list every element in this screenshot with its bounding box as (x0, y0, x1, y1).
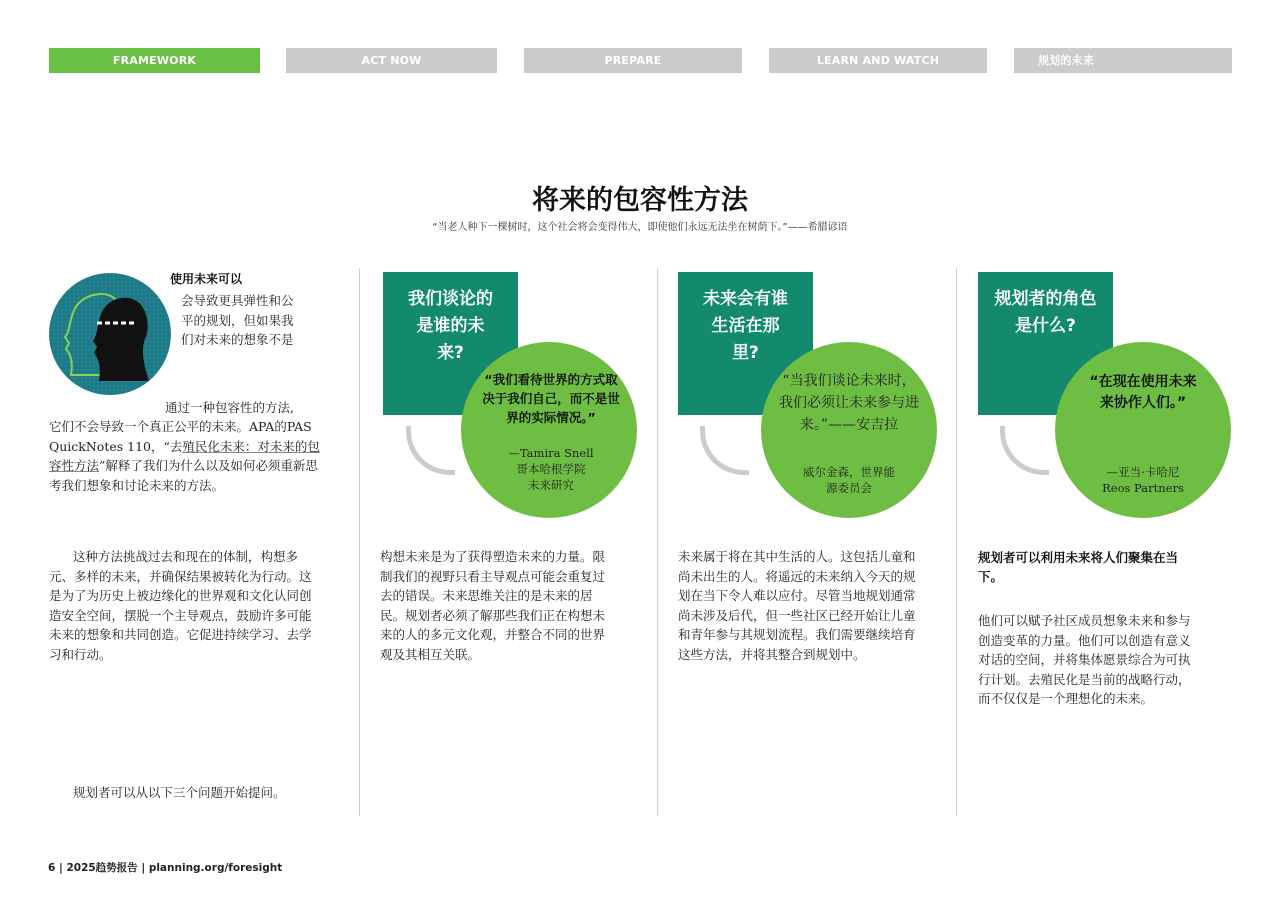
quote-text: “在现在使用未来来协作人们。” (1089, 374, 1197, 411)
page-footer: 6 | 2025趋势报告 | planning.org/foresight (48, 862, 283, 874)
question-text: 未来会有谁生活在那里? (703, 289, 788, 363)
quote-text: “当我们谈论未来时，我们必须让未来参与进来。”——安吉拉 (779, 373, 919, 433)
quote-circle (461, 342, 637, 518)
col4-lead-bold: 规划者可以利用未来将人们聚集在当下。 (978, 550, 1179, 584)
col1-lead-line: 会导致更具弹性和公 (181, 293, 294, 308)
attribution-org: Reos Partners (1102, 481, 1184, 495)
question-text: 我们谈论的是谁的未来? (408, 289, 493, 363)
col1-lead-text (181, 291, 316, 350)
col1-body-link[interactable]: 殖民化未来：对未来的包容性方法 (49, 438, 320, 473)
attribution-org: 哥本哈根学院未来研究 (516, 462, 586, 492)
tab-learn-and-watch[interactable]: LEARN AND WATCH (769, 48, 987, 73)
col1-para2: 这种方法挑战过去和现在的体制，构想多元、多样的未来，并确保结果被转化为行动。这是为了为历史上被边缘化的世界观和文化认同创造安全空间，摆脱一个主导观点，鼓励许多可能未来的想象和共同创造。它促进持续学习、去学习和行动。 (49, 549, 312, 662)
col1-closing: 规划者可以从以下三个问题开始提问。 (73, 785, 286, 800)
col1-lead-line: 平的规划，但如果我 (181, 312, 294, 328)
question-text: 规划者的角色是什么? (994, 289, 1097, 336)
col1-lead-line: 们对未来的想象不是 (181, 332, 294, 347)
head-profile-icon (49, 273, 171, 395)
quote-circle (1055, 342, 1231, 518)
attribution-name: —Tamira Snell (508, 446, 594, 460)
col1-lead-bold: 使用未来可以 (170, 272, 243, 286)
quote-circle (761, 342, 937, 518)
col1-body-text: 它们不会导致一个真正公平的未来。APA的PAS QuickNotes 110，“去 (49, 419, 312, 454)
column-divider (657, 268, 658, 816)
attribution-name: —亚当·卡哈尼 (1106, 465, 1180, 479)
col3-body: 未来属于将在其中生活的人。这包括儿童和尚未出生的人。将遥远的未来纳入今天的规划在当下令人难以应付。尽管当地规划通常尚未涉及后代，但一些社区已经开始让儿童和青年参与其规划流程。我们需要继续培育这些方法，并将其整合到规划中。 (678, 549, 916, 662)
tab-planning-future[interactable]: 规划的未来 (1014, 48, 1232, 73)
col4-body: 他们可以赋予社区成员想象未来和参与创造变革的力量。他们可以创造有意义对话的空间，并将集体愿景综合为可执行计划。去殖民化是当前的战略行动，而不仅仅是一个理想化的未来。 (978, 613, 1191, 706)
arc-decoration (1000, 426, 1049, 475)
tab-framework[interactable]: FRAMEWORK (49, 48, 260, 73)
col2-body: 构想未来是为了获得塑造未来的力量。限制我们的视野只看主导观点可能会重复过去的错误。未来思维关注的是未来的居民。规划者必须了解那些我们正在构想未来的人的多元文化观，并整合不同的世界观及其相互关联。 (380, 549, 606, 662)
column-divider (359, 268, 360, 816)
page-subtitle: “当老人种下一棵树时，这个社会将会变得伟大，即使他们永远无法坐在树荫下。”——希腊谚语 (432, 222, 848, 233)
tab-prepare[interactable]: PREPARE (524, 48, 742, 73)
col1-body-line1: 通过一种包容性的方法, (165, 400, 294, 415)
col1-body-text: ”解释了我们为什么以及如何必须重新思考我们想象和讨论未来的方法。 (49, 458, 318, 493)
quote-attribution (481, 445, 621, 493)
attribution-org: 威尔金森，世界能源委员会 (803, 465, 895, 495)
col1-body (49, 417, 321, 495)
quote-text: “我们看待世界的方式取决于我们自己，而不是世界的实际情况。” (482, 372, 620, 425)
column-divider (956, 268, 957, 816)
quote-attribution (1075, 464, 1211, 496)
tab-act-now[interactable]: ACT NOW (286, 48, 497, 73)
arc-decoration (406, 426, 455, 475)
page-title: 将来的包容性方法 (532, 185, 748, 216)
arc-decoration (700, 426, 749, 475)
